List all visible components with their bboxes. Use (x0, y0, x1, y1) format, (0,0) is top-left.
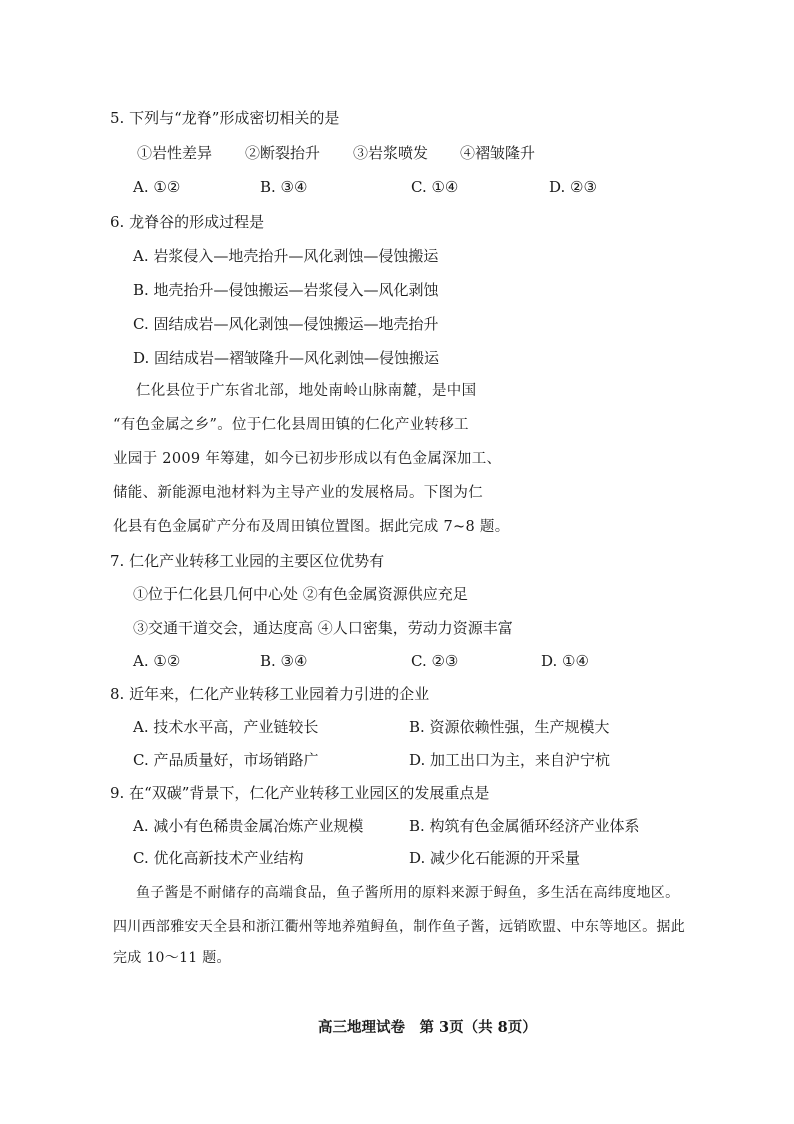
passage1-line-5: 化县有色金属矿产分布及周田镇位置图。据此完成 7~8 题。 (113, 519, 510, 535)
q7-items-line-1: ①位于仁化县几何中心处 ②有色金属资源供应充足 (133, 585, 468, 603)
q5-option-b: B. ③④ (260, 178, 308, 196)
q5-option-a: A. ①② (133, 178, 181, 196)
q5-item-2: ②断裂抬升 (245, 144, 321, 162)
q5-option-d: D. ②③ (549, 178, 597, 196)
q5-stem: 5. 下列与“龙脊”形成密切相关的是 (110, 109, 340, 127)
q5-item-4: ④褶皱隆升 (460, 144, 536, 162)
passage2-line-1: 鱼子酱是不耐储存的高端食品，鱼子酱所用的原料来源于鲟鱼，多生活在高纬度地区。 (136, 885, 680, 901)
q6-option-c: C. 固结成岩—风化剥蚀—侵蚀搬运—地壳抬升 (133, 315, 439, 333)
q9-stem: 9. 在“双碳”背景下，仁化产业转移工业园区的发展重点是 (110, 784, 490, 802)
q6-option-d: D. 固结成岩—褶皱隆升—风化剥蚀—侵蚀搬运 (133, 349, 440, 367)
q7-option-d: D. ①④ (541, 652, 589, 670)
q8-stem: 8. 近年来，仁化产业转移工业园着力引进的企业 (110, 685, 430, 703)
q6-stem: 6. 龙脊谷的形成过程是 (110, 213, 265, 231)
page-footer: 高三地理试卷 第 3页（共 8页） (318, 1019, 537, 1036)
q7-option-c: C. ②③ (411, 652, 459, 670)
q9-option-d: D. 减少化石能源的开采量 (409, 849, 581, 867)
passage1-line-1: 仁化县位于广东省北部，地处南岭山脉南麓，是中国 (136, 383, 477, 399)
passage2-line-3: 完成 10～11 题。 (113, 950, 231, 966)
q5-option-c: C. ①④ (411, 178, 459, 196)
q8-option-a: A. 技术水平高，产业链较长 (133, 718, 319, 736)
passage1-line-2: “有色金属之乡”。位于仁化县周田镇的仁化产业转移工 (113, 417, 469, 433)
q7-option-b: B. ③④ (260, 652, 308, 670)
q7-stem: 7. 仁化产业转移工业园的主要区位优势有 (110, 552, 385, 570)
passage1-line-3: 业园于 2009 年筹建，如今已初步形成以有色金属深加工、 (113, 451, 502, 467)
q8-option-c: C. 产品质量好，市场销路广 (133, 751, 319, 769)
passage1-line-4: 储能、新能源电池材料为主导产业的发展格局。下图为仁 (113, 485, 483, 501)
q8-option-b: B. 资源依赖性强，生产规模大 (409, 718, 610, 736)
q7-option-a: A. ①② (133, 652, 181, 670)
q6-option-a: A. 岩浆侵入—地壳抬升—风化剥蚀—侵蚀搬运 (133, 247, 439, 265)
q5-item-3: ③岩浆喷发 (353, 144, 429, 162)
q7-items-line-2: ③交通干道交会，通达度高 ④人口密集，劳动力资源丰富 (133, 619, 513, 637)
q9-option-a: A. 减小有色稀贵金属冶炼产业规模 (133, 817, 364, 835)
passage2-line-2: 四川西部雅安天全县和浙江衢州等地养殖鲟鱼，制作鱼子酱，远销欧盟、中东等地区。据此 (113, 919, 685, 935)
q5-item-1: ①岩性差异 (137, 144, 213, 162)
q8-option-d: D. 加工出口为主，来自沪宁杭 (409, 751, 611, 769)
q6-option-b: B. 地壳抬升—侵蚀搬运—岩浆侵入—风化剥蚀 (133, 281, 439, 299)
q9-option-c: C. 优化高新技术产业结构 (133, 849, 304, 867)
q9-option-b: B. 构筑有色金属循环经济产业体系 (409, 817, 640, 835)
